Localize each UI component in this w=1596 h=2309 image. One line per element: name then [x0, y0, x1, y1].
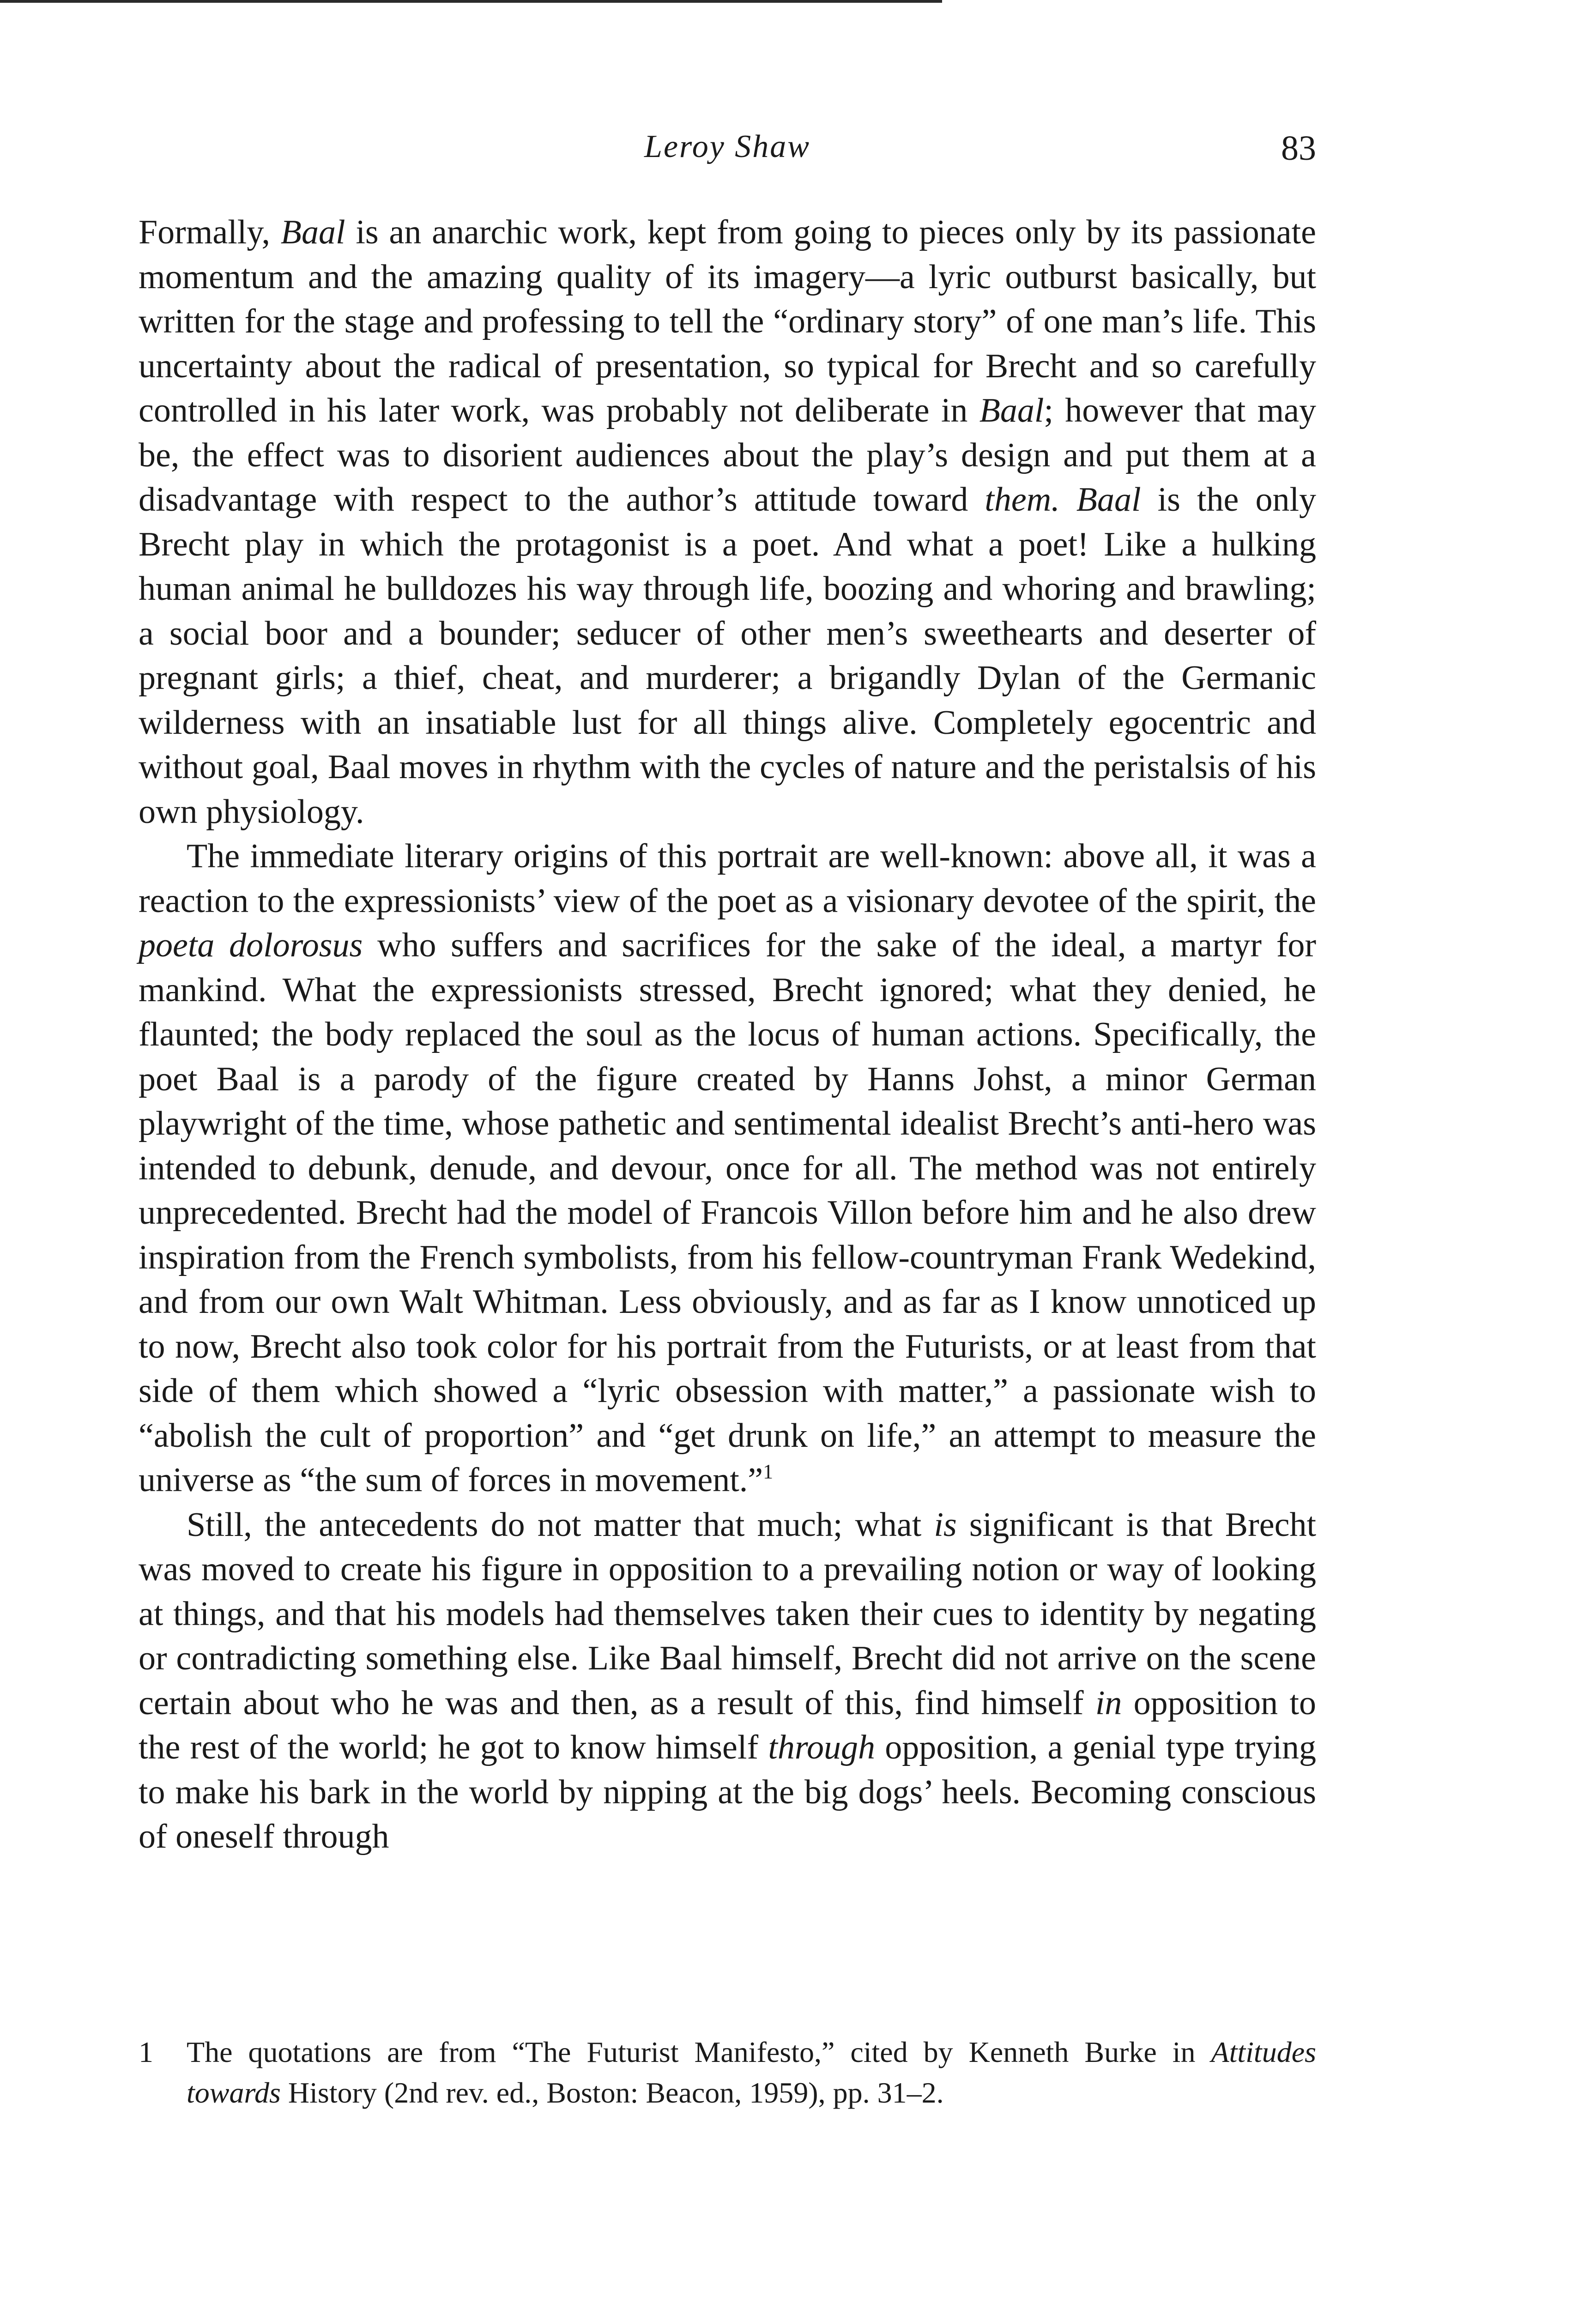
title-italic: Attitudes towards	[187, 2036, 1316, 2109]
emphasis-italic: through	[768, 1729, 875, 1766]
term-italic: poeta dolorosus	[139, 926, 363, 964]
text-run: History (2nd rev. ed., Boston: Beacon, 1959), pp. 31–2.	[280, 2076, 944, 2109]
text-run: The immediate literary origins of this portrait are well-known: above all, it was a reaction to the expressionists’ view of the poet as a visionary devotee of the spirit, the	[139, 837, 1316, 920]
text-run: significant is that Brecht was moved to create his figure in opposition to a prevailing notion or way of looking at things, and that his models had themselves taken their cues to identity by negating or contradicting something else. Like Baal himself, Brecht did not arrive on the scene certain about who he was and then, as a result of this, find himself	[139, 1505, 1316, 1722]
paragraph-2	[139, 834, 1316, 1503]
text-run: is the only Brecht play in which the protagonist is a poet. And what a poet! Like a hulking human animal he bulldozes his way through life, boozing and whoring and brawling; a social boor and a bounder; seducer of other men’s sweethearts and deserter of pregnant girls; a thief, cheat, and murderer; a brigandly Dylan of the Germanic wilderness with an insatiable lust for all things alive. Completely egocentric and without goal, Baal moves in rhythm with the cycles of nature and the peristalsis of his own physiology.	[139, 481, 1317, 831]
text-run: opposition to the rest of the world; he got to know himself	[139, 1684, 1316, 1766]
title-italic: Baal	[979, 392, 1044, 429]
text-run: who suffers and sacrifices for the sake of the ideal, a martyr for mankind. What the expressionists stressed, Brecht ignored; what they denied, he flaunted; the body replaced the soul as the locus of human actions. Specifically, the poet Baal is a parody of the figure created by Hanns Johst, a minor German playwright of the time, whose pathetic and sentimental idealist Brecht’s anti-hero was intended to debunk, denude, and devour, once for all. The method was not entirely unprecedented. Brecht had the model of Francois Villon before him and he also drew inspiration from the French symbolists, from his fellow-countryman Frank Wedekind, and from our own Walt Whitman. Less obviously, and as far as I know unnoticed up to now, Brecht also took color for his portrait from the Futurists, or at least from that side of them which showed a “lyric obsession with matter,” a passionate wish to “abolish the cult of proportion” and “get drunk on life,” an attempt to measure the universe as “the sum of forces in movement.”	[139, 926, 1316, 1499]
top-edge-rule	[0, 0, 942, 3]
title-italic: Baal	[280, 213, 345, 251]
footnote-number: 1	[139, 2036, 153, 2068]
footnote-1	[139, 2032, 1316, 2113]
text-run: Still, the antecedents do not matter that much; what	[187, 1505, 934, 1544]
page-number: 83	[1281, 129, 1316, 168]
text-run: is an anarchic work, kept from going to pieces only by its passionate momentum and the amazing quality of its imagery—a lyric outburst basically, but written for the stage and professing to tell the “ordinary story” of one man’s life. This uncertainty about the radical of presentation, so typical for Brecht and so carefully controlled in his later work, was probably not deliberate in	[139, 213, 1316, 429]
paragraph-1	[139, 210, 1316, 834]
footnotes	[139, 2032, 1316, 2113]
page-header	[139, 121, 1316, 176]
body-text	[139, 210, 1316, 1859]
text-run: ; however that may be, the effect was to disorient audiences about the play’s design and put them at a disadvantage with respect to the author’s attitude toward	[139, 392, 1316, 519]
title-italic: Baal	[1076, 481, 1141, 519]
footnote-reference: 1	[763, 1460, 774, 1483]
emphasis-italic: them.	[985, 481, 1060, 519]
paragraph-3	[139, 1503, 1316, 1859]
text-run	[1060, 481, 1076, 519]
text-run: opposition, a genial type trying to make his bark in the world by nipping at the big dogs’ heels. Becoming conscious of oneself through	[139, 1729, 1316, 1856]
running-head: Leroy Shaw	[644, 129, 810, 164]
text-run: The quotations are from “The Futurist Manifesto,” cited by Kenneth Burke in	[187, 2036, 1211, 2068]
emphasis-italic: is	[934, 1505, 957, 1544]
emphasis-italic: in	[1095, 1684, 1122, 1722]
text-run: Formally,	[139, 213, 281, 251]
